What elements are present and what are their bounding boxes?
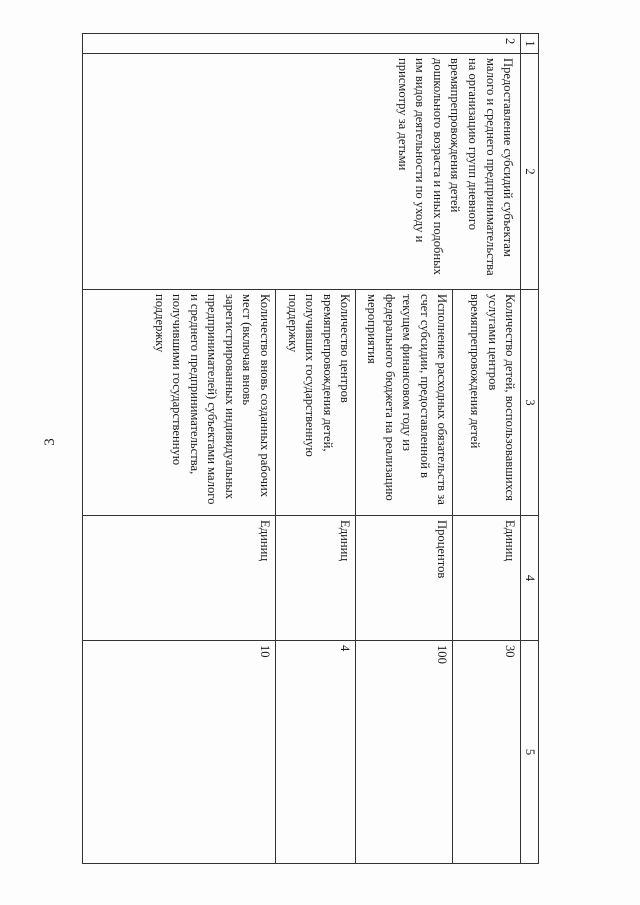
unit-cell: Процентов <box>356 516 453 641</box>
unit-cell: Единиц <box>276 516 356 641</box>
table-row <box>453 34 521 864</box>
unit-cell: Единиц <box>83 516 276 641</box>
column-number-row <box>521 34 539 864</box>
indicator-name-cell: Исполнение расходных обязательств за счет субсидии, предоставленной в текущем финансовом году из федерального бюджета на реализацию мероприятия <box>356 290 453 516</box>
column-number-5: 5 <box>521 641 539 864</box>
value-cell: 100 <box>356 641 453 864</box>
value-cell: 10 <box>83 641 276 864</box>
indicator-name-cell: Количество детей, воспользовавшихся услугами центров времяпрепровождения детей <box>453 290 521 516</box>
column-number-1: 1 <box>521 34 539 54</box>
value-cell: 30 <box>453 641 521 864</box>
column-number-4: 4 <box>521 516 539 641</box>
indicator-name-cell: Количество центров времяпрепровождения детей, получивших государственную поддержку <box>276 290 356 516</box>
page-number: 3 <box>42 438 58 446</box>
unit-cell: Единиц <box>453 516 521 641</box>
value-cell: 4 <box>276 641 356 864</box>
column-number-3: 3 <box>521 290 539 516</box>
measure-description-cell: Предоставление субсидий субъектам малого и среднего предпринимательства на организацию групп дневного времяпрепровождения детей дошкольного возраста и иных подобных им видов деятельности по уходу и присмотру за детьми <box>83 54 521 290</box>
column-number-2: 2 <box>521 54 539 290</box>
indicator-name-cell: Количество вновь созданных рабочих мест (включая вновь зарегистрированных индивидуальных предпринимателей) субъектами малого и среднего предпринимательства, получившими государственную поддержку <box>83 290 276 516</box>
row-number-cell: 2 <box>83 34 521 54</box>
indicators-table <box>82 33 539 864</box>
rotated-table-container <box>82 33 539 838</box>
